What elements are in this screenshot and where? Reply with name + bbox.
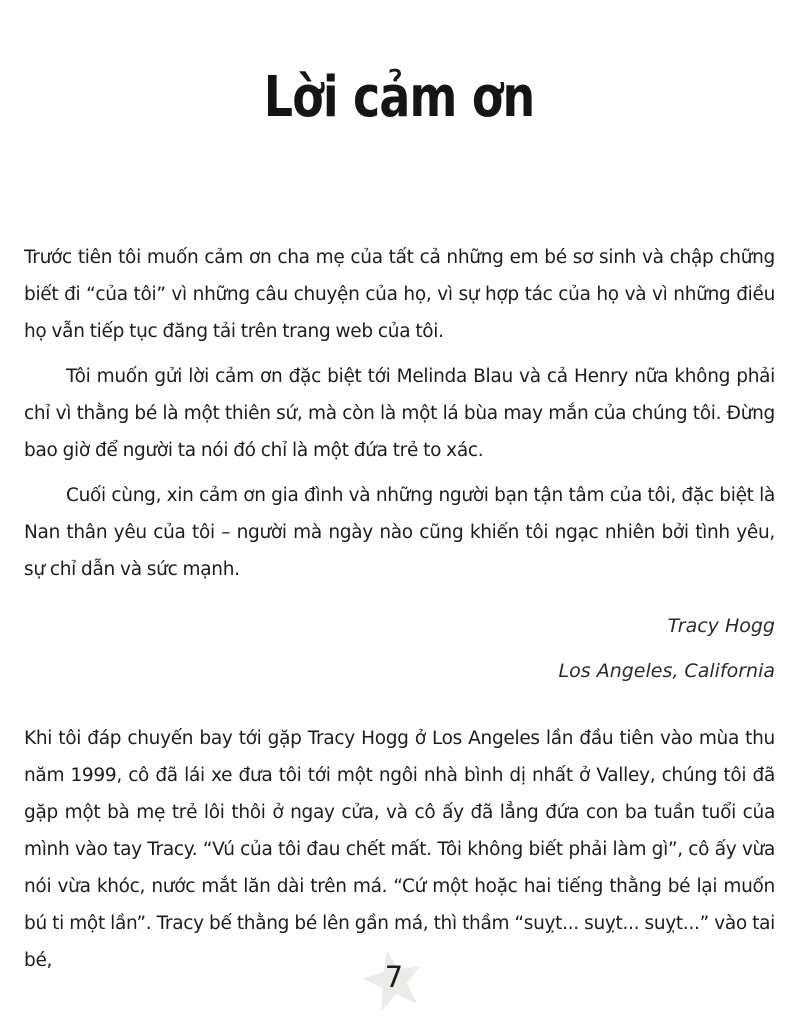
- page-title-text: Lời cảm ơn: [264, 65, 535, 130]
- paragraph-family-nan: Cuối cùng, xin cảm ơn gia đình và những người bạn tận tâm của tôi, đặc biệt là Nan thân yêu của tôi – người mà ngày nào cũng khiến tôi ngạc nhiên bởi tình yêu, sự chỉ dẫn và sức mạnh.: [24, 485, 775, 580]
- page-footer: [352, 942, 436, 1018]
- paragraph-parents-thanks: Trước tiên tôi muốn cảm ơn cha mẹ của tất cả những em bé sơ sinh và chập chững biết đi “của tôi” vì những câu chuyện của họ, vì sự hợp tác của họ và vì những điều họ vẫn tiếp tục đăng tải trên trang web của tôi.: [24, 247, 775, 342]
- paragraph-meeting-tracy: Khi tôi đáp chuyến bay tới gặp Tracy Hogg ở Los Angeles lần đầu tiên vào mùa thu năm 1999, cô đã lái xe đưa tôi tới một ngôi nhà bình dị nhất ở Valley, chúng tôi đã gặp một bà mẹ trẻ lôi thôi ở ngay cửa, và cô ấy đã lẳng đứa con ba tuần tuổi của mình vào tay Tracy. “Vú của tôi đau chết mất. Tôi không biết phải làm gì”, cô ấy vừa nói vừa khóc, nước mắt lăn dài trên má. “Cứ một hoặc hai tiếng thằng bé lại muốn bú ti một lần”. Tracy bế thằng bé lên gần má, thì thầm “suỵt... suỵt... suỵt...” vào tai bé,: [24, 728, 775, 971]
- acknowledgments-body: [24, 239, 775, 979]
- signature-name: Tracy Hogg: [667, 615, 775, 637]
- page-title: [24, 65, 775, 130]
- signature-location: Los Angeles, California: [558, 660, 775, 682]
- paragraph-melinda-henry: Tôi muốn gửi lời cảm ơn đặc biệt tới Melinda Blau và cả Henry nữa không phải chỉ vì thằng bé là một thiên sứ, mà còn là một lá bùa may mắn của chúng tôi. Đừng bao giờ để người ta nói đó chỉ là một đứa trẻ to xác.: [24, 366, 775, 461]
- signature-block: [24, 604, 775, 694]
- page-number: 7: [384, 960, 404, 994]
